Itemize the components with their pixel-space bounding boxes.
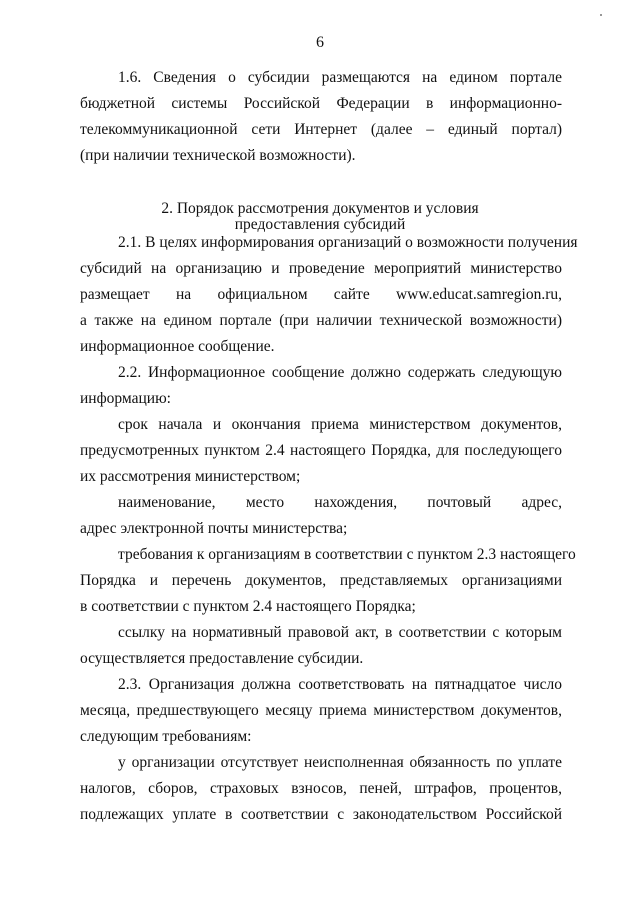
scan-speck [600, 14, 602, 16]
list-item-taxes-line: у организации отсутствует неисполненная обязанность по уплате [118, 754, 562, 771]
list-item-name-line: наименование, место нахождения, почтовый адрес, [118, 494, 562, 511]
list-item-link-line: осуществляется предоставление субсидии. [80, 650, 364, 667]
paragraph-2-3-line: месяца, предшествующего месяцу приема министерством документов, [80, 702, 562, 719]
list-item-taxes-line: подлежащих уплате в соответствии с законодательством Российской [80, 806, 562, 823]
paragraph-2-2-line: информацию: [80, 390, 171, 407]
list-item-link-line: ссылку на нормативный правовой акт, в соответствии с которым [118, 624, 562, 641]
list-item-requirements-line: требования к организациям в соответствии с пунктом 2.3 настоящего [118, 546, 576, 563]
paragraph-2-2-line: 2.2. Информационное сообщение должно содержать следующую [118, 364, 562, 381]
section-2-heading: предоставления субсидий [234, 216, 406, 233]
list-item-taxes-line: налогов, сборов, страховых взносов, пеней, штрафов, процентов, [80, 780, 562, 797]
section-2-heading: 2. Порядок рассмотрения документов и условия [161, 200, 479, 217]
paragraph-2-1-line: размещает на официальном сайте www.educat.samregion.ru, [80, 286, 562, 303]
paragraph-2-3-line: 2.3. Организация должна соответствовать на пятнадцатое число [118, 676, 562, 693]
paragraph-2-1-line: 2.1. В целях информирования организаций о возможности получения [118, 234, 578, 251]
paragraph-2-1-line: субсидий на организацию и проведение мероприятий министерство [80, 260, 562, 277]
list-item-name-line: адрес электронной почты министерства; [80, 520, 348, 537]
paragraph-2-1-line: а также на едином портале (при наличии технической возможности) [80, 312, 562, 329]
paragraph-2-3-line: следующим требованиям: [80, 728, 252, 745]
paragraph-1-6-line: 1.6. Сведения о субсидии размещаются на едином портале [118, 69, 562, 86]
list-item-requirements-line: в соответствии с пунктом 2.4 настоящего Порядка; [80, 598, 416, 615]
list-item-deadline-line: их рассмотрения министерством; [80, 468, 301, 485]
list-item-deadline-line: предусмотренных пунктом 2.4 настоящего Порядка, для последующего [80, 442, 562, 459]
list-item-deadline-line: срок начала и окончания приема министерством документов, [118, 416, 562, 433]
paragraph-1-6-line: телекоммуникационной сети Интернет (далее – единый портал) [80, 121, 562, 138]
page-number: 6 [316, 34, 324, 51]
paragraph-1-6-line: (при наличии технической возможности). [80, 147, 356, 164]
list-item-requirements-line: Порядка и перечень документов, представляемых организациями [80, 572, 562, 589]
paragraph-2-1-line: информационное сообщение. [80, 338, 275, 355]
paragraph-1-6-line: бюджетной системы Российской Федерации в информационно- [80, 95, 562, 112]
